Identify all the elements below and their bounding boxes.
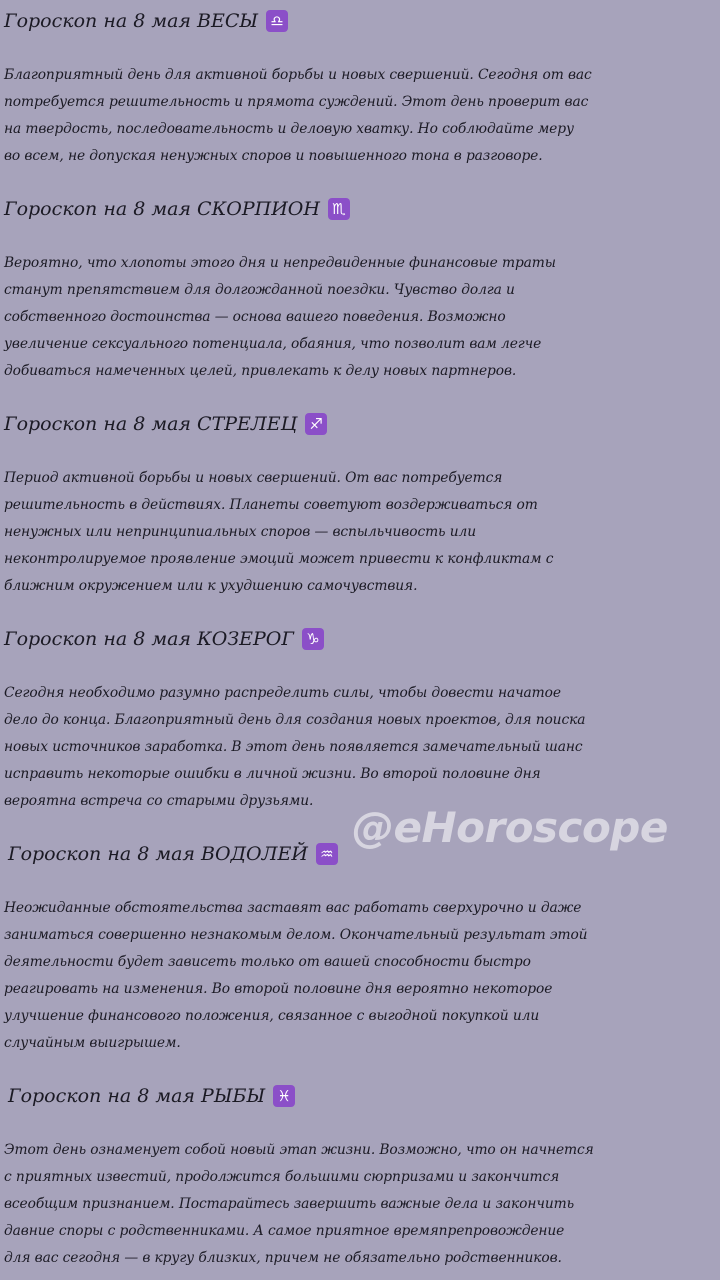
body-line: добиваться намеченных целей, привлекать к делу новых партнеров. bbox=[4, 363, 517, 379]
section-body bbox=[4, 1137, 720, 1272]
body-line: увеличение сексуального потенциала, обаяния, что позволит вам легче bbox=[4, 336, 542, 352]
body-line: собственного достоинства — основа вашего поведения. Возможно bbox=[4, 309, 506, 325]
section-heading bbox=[4, 626, 716, 652]
body-line: давние споры с родственниками. А самое приятное времяпрепровождение bbox=[4, 1223, 565, 1239]
body-line: с приятных известий, продолжится большими сюрпризами и закончится bbox=[4, 1169, 560, 1185]
body-line: неконтролируемое проявление эмоций может привести к конфликтам с bbox=[4, 551, 554, 567]
body-line: на твердость, последовательность и деловую хватку. Но соблюдайте меру bbox=[4, 121, 574, 137]
body-line: Период активной борьбы и новых свершений. От вас потребуется bbox=[4, 470, 503, 486]
body-line: Неожиданные обстоятельства заставят вас работать сверхурочно и даже bbox=[4, 900, 582, 916]
body-line: ближним окружением или к ухудшению самочувствия. bbox=[4, 578, 418, 594]
pisces-icon: ♓ bbox=[273, 1085, 295, 1107]
body-line: Этот день ознаменует собой новый этап жизни. Возможно, что он начнется bbox=[4, 1142, 594, 1158]
horoscope-section-capricorn bbox=[4, 626, 716, 815]
scorpio-icon: ♏ bbox=[328, 198, 350, 220]
body-line: для вас сегодня — в кругу близких, причем не обязательно родственников. bbox=[4, 1250, 562, 1266]
body-line: потребуется решительность и прямота суждений. Этот день проверит вас bbox=[4, 94, 589, 110]
section-heading bbox=[8, 1083, 720, 1109]
heading-text: Гороскоп на 8 мая РЫБЫ bbox=[8, 1085, 266, 1107]
sagittarius-icon: ♐ bbox=[305, 413, 327, 435]
body-line: всеобщим признанием. Постарайтесь завершить важные дела и закончить bbox=[4, 1196, 575, 1212]
body-line: новых источников заработка. В этот день появляется замечательный шанс bbox=[4, 739, 583, 755]
section-body bbox=[4, 895, 720, 1057]
heading-text: Гороскоп на 8 мая СТРЕЛЕЦ bbox=[4, 413, 298, 435]
body-line: станут препятствием для долгожданной поездки. Чувство долга и bbox=[4, 282, 515, 298]
body-line: заниматься совершенно незнакомым делом. Окончательный результат этой bbox=[4, 927, 588, 943]
body-line: во всем, не допуская ненужных споров и повышенного тона в разговоре. bbox=[4, 148, 543, 164]
body-line: деятельности будет зависеть только от вашей способности быстро bbox=[4, 954, 531, 970]
horoscope-section-pisces bbox=[4, 1083, 720, 1272]
body-line: улучшение финансового положения, связанное с выгодной покупкой или bbox=[4, 1008, 540, 1024]
body-line: вероятна встреча со старыми друзьями. bbox=[4, 793, 314, 809]
body-line: Благоприятный день для активной борьбы и новых свершений. Сегодня от вас bbox=[4, 67, 592, 83]
body-line: Вероятно, что хлопоты этого дня и непредвиденные финансовые траты bbox=[4, 255, 556, 271]
horoscope-section-libra bbox=[4, 8, 716, 170]
heading-text: Гороскоп на 8 мая КОЗЕРОГ bbox=[4, 628, 294, 650]
section-heading bbox=[4, 196, 716, 222]
body-line: решительность в действиях. Планеты советуют воздерживаться от bbox=[4, 497, 538, 513]
body-line: ненужных или непринципиальных споров — вспыльчивость или bbox=[4, 524, 477, 540]
section-heading bbox=[4, 411, 716, 437]
watermark-text: @eHoroscope bbox=[352, 803, 668, 852]
aquarius-icon: ♒ bbox=[316, 843, 338, 865]
heading-text: Гороскоп на 8 мая СКОРПИОН bbox=[4, 198, 320, 220]
section-body bbox=[4, 250, 716, 385]
horoscope-section-aquarius bbox=[4, 841, 720, 1057]
horoscope-section-sagittarius bbox=[4, 411, 716, 600]
horoscope-section-scorpio bbox=[4, 196, 716, 385]
body-line: случайным выигрышем. bbox=[4, 1035, 181, 1051]
libra-icon: ♎ bbox=[266, 10, 288, 32]
body-line: Сегодня необходимо разумно распределить силы, чтобы довести начатое bbox=[4, 685, 561, 701]
capricorn-icon: ♑ bbox=[302, 628, 324, 650]
body-line: дело до конца. Благоприятный день для создания новых проектов, для поиска bbox=[4, 712, 586, 728]
heading-text: Гороскоп на 8 мая ВЕСЫ bbox=[4, 10, 259, 32]
body-line: реагировать на изменения. Во второй половине дня вероятно некоторое bbox=[4, 981, 553, 997]
section-body bbox=[4, 465, 716, 600]
body-line: исправить некоторые ошибки в личной жизни. Во второй половине дня bbox=[4, 766, 541, 782]
section-body bbox=[4, 62, 716, 170]
heading-text: Гороскоп на 8 мая ВОДОЛЕЙ bbox=[8, 843, 308, 865]
section-heading bbox=[4, 8, 716, 34]
section-body bbox=[4, 680, 716, 815]
